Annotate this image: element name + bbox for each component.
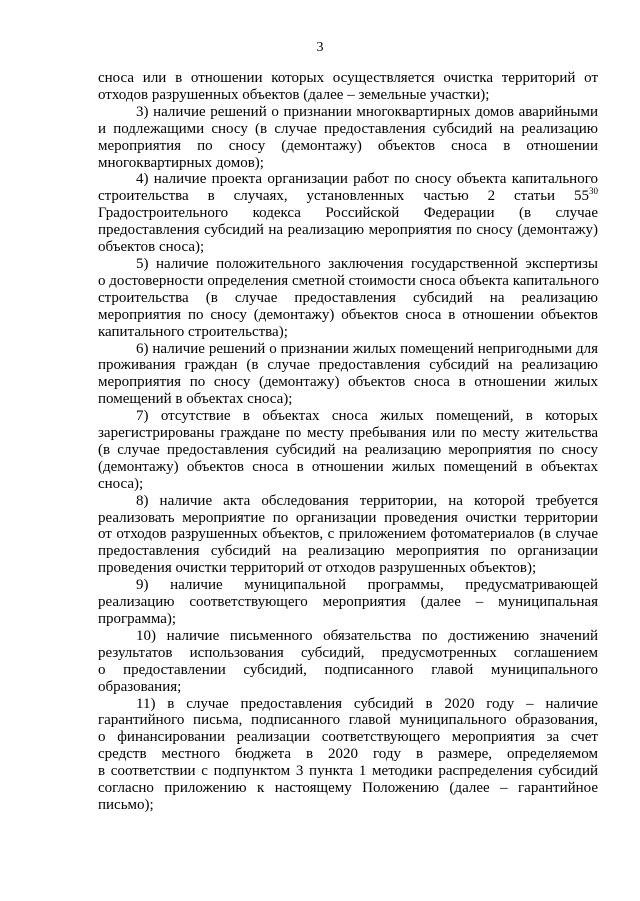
text-line: 11) в случае предоставления субсидий в 2020 году – наличие [136,695,598,712]
paragraph-item-8 [98,493,598,578]
text-line: 6) наличие решений о признании жилых помещений непригодными для [136,340,598,357]
text-line: гарантийного письма, подписанного главой муниципального образования, [98,712,598,729]
text-line: средств местного бюджета в 2020 году в размере, определяемом [98,746,598,763]
text-line: программа); [98,611,177,627]
text-line: мероприятия по сносу (демонтажу) объектов сноса в отношении жилых [98,374,598,391]
text-line: реализацию соответствующего мероприятия (далее – муниципальная [98,594,598,611]
text-line: помещений в объектах сноса); [98,391,293,408]
article-superscript: 30 [589,186,598,197]
text-line: объектов сноса); [98,239,205,256]
text-line: 5) наличие положительного заключения государственной экспертизы [136,255,598,272]
page-number: 3 [316,40,324,55]
paragraph-item-3 [98,104,598,172]
paragraph-item-10 [98,628,598,696]
text-line: от отходов разрушенных объектов, с приложением фотоматериалов (в случае [98,526,598,543]
document-body [98,70,598,814]
text-line [98,188,598,205]
paragraph-item-7 [98,408,598,493]
text-line: (демонтажу) объектов сноса в отношении жилых помещений в объектах [98,458,598,475]
text-line: о предоставлении субсидий, подписанного главой муниципального [98,661,598,678]
text-line: многоквартирных домов); [98,154,264,171]
paragraph-item-4 [98,171,598,256]
text-line: сноса или в отношении которых осуществляется очистка территорий от [98,70,598,86]
text-line: 10) наличие письменного обязательства по достижению значений [136,627,598,644]
paragraph-item-9 [98,577,598,628]
text-line: сноса); [98,475,144,492]
text-line: письмо); [98,796,154,813]
text-line: предоставления субсидий на реализацию мероприятия по организации [98,543,598,560]
text-line: отходов разрушенных объектов (далее – земельные участки); [98,86,490,103]
text-line: мероприятия по сносу (демонтажу) объектов сноса в отношении [98,137,598,154]
text-line: 8) наличие акта обследования территории, на которой требуется [136,492,598,509]
text-line: 7) отсутствие в объектах сноса жилых помещений, в которых [136,408,598,425]
text-line: предоставления субсидий на реализацию мероприятия по сносу (демонтажу) [98,222,598,239]
text-line: и подлежащими сносу (в случае предоставления субсидий на реализацию [98,120,598,137]
text-line: согласно приложению к настоящему Положению (далее – гарантийное [98,780,598,797]
text-line: проведения очистки территорий от отходов разрушенных объектов); [98,560,537,577]
text-line: строительства (в случае предоставления субсидий на реализацию [98,289,598,306]
text-line: капитального строительства); [98,323,288,340]
paragraph-continuation [98,70,598,104]
text-line: в соответствии с подпунктом 3 пункта 1 методики распределения субсидий [98,763,598,780]
text-line: (в случае предоставления субсидий на реализацию мероприятия по сносу [98,441,598,458]
paragraph-item-6 [98,341,598,409]
text-line: 4) наличие проекта организации работ по сносу объекта капитального [136,171,598,188]
text-line: результатов использования субсидий, предусмотренных соглашением [98,644,598,661]
text-line: о достоверности определения сметной стоимости сноса объекта капитального [98,272,599,289]
paragraph-item-11 [98,696,598,814]
paragraph-item-5 [98,256,598,341]
text-line: проживания граждан (в случае предоставления субсидий на реализацию [98,357,598,374]
text-line: 3) наличие решений о признании многоквартирных домов аварийными [136,103,598,120]
text-line: Градостроительного кодекса Российской Федерации (в случае [98,205,598,222]
text-line-content: строительства в случаях, установленных частью 2 статьи 55 [98,188,589,205]
text-line: зарегистрированы граждане по месту пребывания или по месту жительства [98,425,598,442]
text-line: о финансировании реализации соответствующего мероприятия за счет [98,729,598,746]
text-line: 9) наличие муниципальной программы, предусматривающей [136,577,598,594]
text-line: мероприятия по сносу (демонтажу) объектов сноса в отношении объектов [98,306,598,323]
text-line: образования; [98,678,182,695]
text-line: реализовать мероприятие по организации проведения очистки территории [98,509,598,526]
